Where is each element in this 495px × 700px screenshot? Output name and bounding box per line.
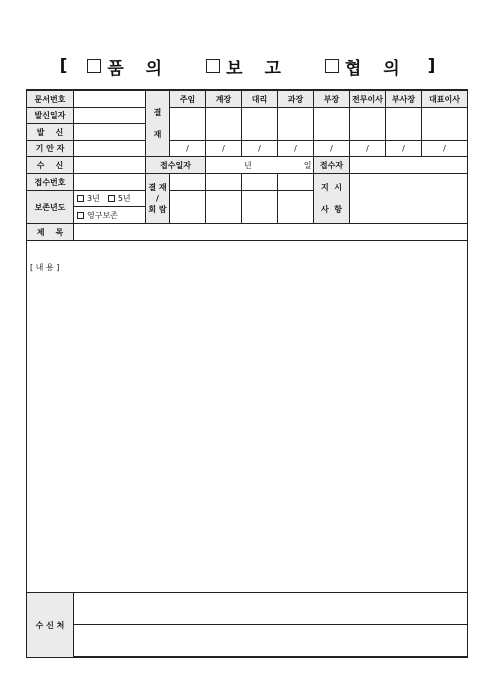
title-option-label: 품 의 <box>107 58 171 79</box>
title-option-approval[interactable] <box>87 54 170 79</box>
approval-date[interactable]: / <box>242 141 278 157</box>
approval-date[interactable]: / <box>278 141 314 157</box>
sender-field[interactable] <box>74 124 146 141</box>
approval-sign-box[interactable] <box>314 108 350 141</box>
subject-label: 제 목 <box>27 224 74 241</box>
approval-sign-box[interactable] <box>422 108 467 141</box>
receipt-no-label: 접수번호 <box>27 174 74 191</box>
title-option-label: 협 의 <box>344 58 408 79</box>
doc-no-label: 문서번호 <box>27 91 74 108</box>
approval-sign-box[interactable] <box>242 108 278 141</box>
title-option-report[interactable] <box>206 54 289 79</box>
drafter-field[interactable] <box>74 141 146 157</box>
title-option-consult[interactable] <box>325 54 408 79</box>
approval-date[interactable]: / <box>422 141 467 157</box>
circulation-box[interactable] <box>278 191 314 224</box>
approval-date[interactable]: / <box>350 141 386 157</box>
recipient-label: 수 신 처 <box>27 593 74 657</box>
circulation-box[interactable] <box>278 174 314 191</box>
instruction-field[interactable] <box>350 174 467 224</box>
approval-date[interactable]: / <box>314 141 350 157</box>
circulation-box[interactable] <box>206 191 242 224</box>
circulation-box[interactable] <box>170 174 206 191</box>
circulation-box[interactable] <box>170 191 206 224</box>
circulation-box[interactable] <box>242 191 278 224</box>
receipt-date-label: 접수일자 <box>146 157 206 174</box>
receiver-label: 수 신 <box>27 157 74 174</box>
receipt-no-field[interactable] <box>74 174 146 191</box>
circulation-box[interactable] <box>242 174 278 191</box>
receipt-receiver-field[interactable] <box>350 157 467 174</box>
content-area[interactable] <box>27 241 467 594</box>
retention-label: 보존년도 <box>27 191 74 224</box>
day-unit: 일 <box>303 160 312 170</box>
retention-years-option[interactable] <box>74 191 146 207</box>
approval-position-header: 계장 <box>206 91 242 108</box>
approval-sign-box[interactable] <box>386 108 422 141</box>
approval-position-header: 주임 <box>170 91 206 108</box>
permanent-label: 영구보존 <box>87 210 118 220</box>
approval-position-header: 부사장 <box>386 91 422 108</box>
approval-position-header: 전무이사 <box>350 91 386 108</box>
subject-field[interactable] <box>74 224 467 241</box>
recipient-field-line[interactable] <box>74 625 467 657</box>
sent-date-label: 발신일자 <box>27 108 74 124</box>
checkbox-icon[interactable] <box>77 195 84 202</box>
approval-position-header: 과장 <box>278 91 314 108</box>
receiver-field[interactable] <box>74 157 146 174</box>
document-form <box>26 89 468 592</box>
approval-date[interactable]: / <box>170 141 206 157</box>
checkbox-icon[interactable] <box>108 195 115 202</box>
title-option-label: 보 고 <box>226 58 289 79</box>
checkbox-icon[interactable] <box>325 59 339 73</box>
circulation-box[interactable] <box>206 174 242 191</box>
receipt-date-field[interactable] <box>206 157 314 174</box>
form-title <box>0 54 495 78</box>
approval-date[interactable]: / <box>206 141 242 157</box>
drafter-label: 기 안 자 <box>27 141 74 157</box>
approval-position-header: 대표이사 <box>422 91 467 108</box>
instruction-label: 지 시 사 항 <box>314 174 350 224</box>
doc-no-field[interactable] <box>74 91 146 108</box>
approval-label: 결 재 <box>146 91 170 157</box>
sent-date-field[interactable] <box>74 108 146 124</box>
approval-date[interactable]: / <box>386 141 422 157</box>
year-unit: 년 <box>244 160 252 170</box>
approval-position-header: 대리 <box>242 91 278 108</box>
retention-permanent-option[interactable] <box>74 207 146 224</box>
recipient-field-line[interactable] <box>74 593 467 625</box>
approval-position-header: 부장 <box>314 91 350 108</box>
title-close-bracket: ] <box>427 56 436 76</box>
sender-label: 발 신 <box>27 124 74 141</box>
approval-sign-box[interactable] <box>206 108 242 141</box>
approval-sign-box[interactable] <box>170 108 206 141</box>
checkbox-icon[interactable] <box>206 59 220 73</box>
receipt-receiver-label: 접수자 <box>314 157 350 174</box>
recipient-block <box>26 592 468 658</box>
content-label: [ 내 용 ] <box>30 263 60 272</box>
title-open-bracket: [ <box>59 56 68 76</box>
checkbox-icon[interactable] <box>77 212 84 219</box>
three-years-label: 3년 <box>87 194 100 203</box>
checkbox-icon[interactable] <box>87 59 101 73</box>
five-years-label: 5년 <box>117 194 131 203</box>
approval-sign-box[interactable] <box>278 108 314 141</box>
circulation-label: 결 재 / 회 람 <box>146 174 170 224</box>
approval-sign-box[interactable] <box>350 108 386 141</box>
